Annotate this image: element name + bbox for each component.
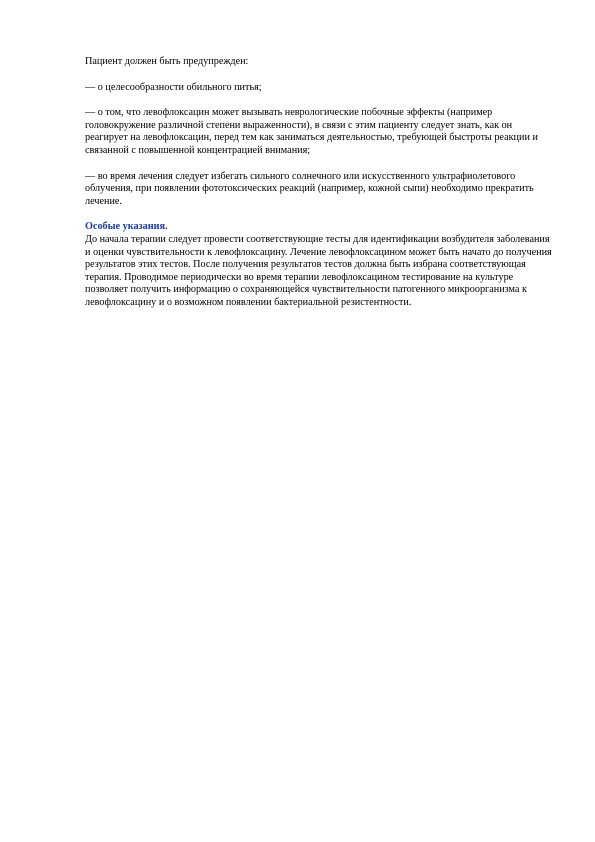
special-instructions-text: До начала терапии следует провести соответствующие тесты для идентификации возбудителя заболевания и оценки чувствительности к левофлоксацину. Лечение левофлоксацином может быть начато до получения результатов этих тестов. После получения результатов тестов должна быть избрана соответствующая терапия. Проводимое периодически во время терапии левофлоксацином тестирование на культуре позволяет получить информацию о сохраняющейся чувствительности патогенного микроорганизма к левофлоксацину и о возможном появлении бактериальной резистентности. xyxy=(85,233,552,308)
warning-item: — о целесообразности обильного питья; xyxy=(85,81,262,93)
intro-text: Пациент должен быть предупрежден: xyxy=(85,56,249,67)
warning-item: — во время лечения следует избегать сильного солнечного или искусственного ультрафиолетового облучения, при появлении фототоксических реакций (например, кожной сыпи) необходимо прекратить лечение. xyxy=(85,170,534,207)
document-body xyxy=(85,56,555,310)
warning-item: — о том, что левофлоксацин может вызывать неврологические побочные эффекты (например головокружение различной степени выраженности), в связи с этим пациенту следует знать, как он реагирует на левофлоксацин, перед тем как заниматься деятельностью, требующей быстроты реакции и связанной с повышенной концентрацией внимания; xyxy=(85,107,538,156)
special-instructions-heading: Особые указания. xyxy=(85,221,168,233)
